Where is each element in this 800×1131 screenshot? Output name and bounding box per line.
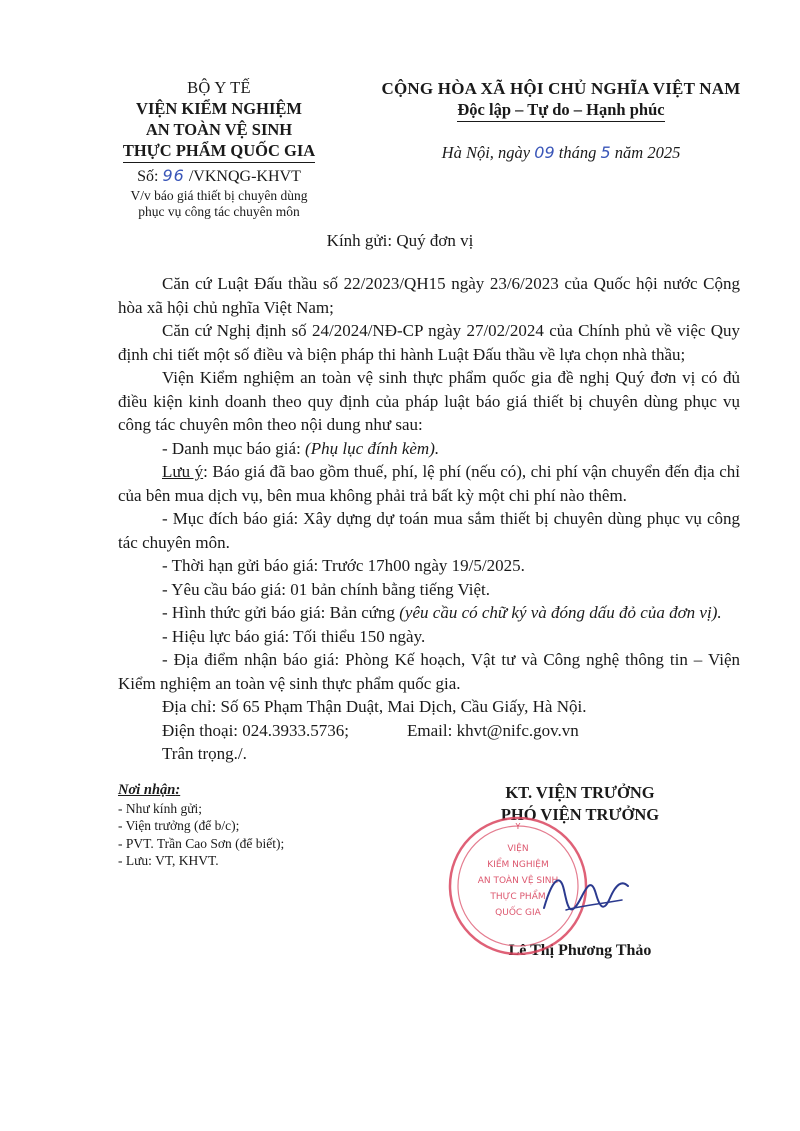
paragraph-requirement: - Yêu cầu báo giá: 01 bản chính bằng tiếng Việt.	[162, 579, 491, 599]
institute-name-line-2: AN TOÀN VỆ SINH	[145, 120, 293, 139]
national-header	[360, 78, 762, 164]
paragraph-legal-basis-1: Căn cứ Luật Đấu thầu số 22/2023/QH15 ngày 23/6/2023 của Quốc hội nước Cộng hòa xã hội chủ nghĩa Việt Nam;	[118, 274, 740, 317]
submission-form-label: - Hình thức gửi báo giá: Bản cứng	[162, 603, 396, 622]
date-month: 5	[600, 143, 611, 162]
greeting: Kính gửi: Quý đơn vị	[326, 231, 474, 250]
date-year: năm 2025	[614, 143, 681, 162]
recipient-item: - Viện trưởng (để b/c);	[118, 818, 240, 833]
handwritten-signature-icon	[530, 850, 640, 940]
recipients-title-text: Nơi nhận	[118, 782, 176, 798]
paragraph-submission-form	[118, 601, 740, 625]
date-month-label: tháng	[558, 143, 597, 162]
recipients-block	[118, 782, 378, 870]
seal-line-4: THỰC PHẨM	[490, 892, 546, 902]
paragraph-contact	[118, 719, 740, 743]
paragraph-location: - Địa điểm nhận báo giá: Phòng Kế hoạch, Vật tư và Công nghệ thông tin – Viện Kiểm nghiệm an toàn vệ sinh thực phẩm quốc gia.	[118, 650, 740, 693]
paragraph-quote-list	[118, 437, 740, 461]
date-day: 09	[534, 143, 555, 162]
subject-line-1: V/v báo giá thiết bị chuyên dùng	[130, 188, 308, 203]
document-number-handwritten: 96	[162, 166, 185, 185]
institute-name-line-1: VIỆN KIỂM NGHIỆM	[136, 99, 302, 118]
signer-title-1: KT. VIỆN TRƯỞNG	[505, 783, 655, 802]
subject-line-2: phục vụ công tác chuyên môn	[138, 204, 300, 219]
national-motto: Độc lập – Tự do – Hạnh phúc	[457, 99, 664, 122]
contact-email: Email: khvt@nifc.gov.vn	[407, 720, 579, 740]
signer-title-2: PHÓ VIỆN TRƯỞNG	[500, 805, 660, 824]
institute-name-line-3: THỰC PHẨM QUỐC GIA	[123, 140, 315, 163]
date-place: Hà Nội, ngày	[441, 143, 531, 162]
note-text: : Báo giá đã bao gồm thuế, phí, lệ phí (nếu có), chi phí vận chuyển đến địa chỉ của bên mua dịch vụ, bên mua không phải trả bất kỳ một chi phí nào thêm.	[118, 462, 740, 505]
ministry-name: BỘ Y TẾ	[187, 78, 251, 97]
recipient-item: - Như kính gửi;	[118, 800, 203, 816]
document-number-suffix: /VKNQG-KHVT	[188, 168, 301, 185]
quote-list-label: - Danh mục báo giá:	[162, 438, 301, 458]
seal-line-2: KIỂM NGHIỆM	[487, 860, 549, 870]
seal-line-3: AN TOÀN VỆ SINH	[477, 876, 559, 886]
recipients-title-colon: :	[175, 782, 181, 798]
issuer-header	[88, 78, 350, 220]
paragraph-address: Địa chỉ: Số 65 Phạm Thận Duật, Mai Dịch, Cầu Giấy, Hà Nội.	[162, 697, 587, 716]
submission-form-note: (yêu cầu có chữ ký và đóng dấu đỏ của đơn vị).	[399, 603, 722, 622]
issue-date	[360, 142, 762, 164]
contact-phone: Điện thoại: 024.3933.5736;	[162, 720, 349, 740]
paragraph-purpose: - Mục đích báo giá: Xây dựng dự toán mua sắm thiết bị chuyên dùng phục vụ công tác chuyên môn.	[118, 509, 740, 552]
signer-name: Lê Thị Phương Thảo	[508, 942, 652, 959]
paragraph-legal-basis-2: Căn cứ Nghị định số 24/2024/NĐ-CP ngày 27/02/2024 của Chính phủ về việc Quy định chi tiết một số điều và biện pháp thi hành Luật Đấu thầu về lựa chọn nhà thầu;	[118, 321, 740, 364]
paragraph-deadline: - Thời hạn gửi báo giá: Trước 17h00 ngày 19/5/2025.	[162, 556, 525, 575]
seal-line-5: QUỐC GIA	[495, 908, 541, 918]
recipient-item: - Lưu: VT, KHVT.	[118, 853, 219, 868]
recipient-item: - PVT. Trần Cao Sơn (để biết);	[118, 835, 285, 851]
seal-line-1: VIỆN	[507, 844, 529, 854]
letter-body	[118, 272, 740, 766]
nation-name: CỘNG HÒA XÃ HỘI CHỦ NGHĨA VIỆT NAM	[381, 79, 741, 98]
quote-list-attachment: (Phụ lục đính kèm).	[305, 438, 440, 458]
paragraph-request: Viện Kiểm nghiệm an toàn vệ sinh thực phẩm quốc gia đề nghị Quý đơn vị có đủ điều kiện kinh doanh theo quy định của pháp luật báo giá thiết bị chuyên dùng phục vụ công tác chuyên môn theo nội dung như sau:	[118, 368, 740, 434]
paragraph-closing: Trân trọng./.	[162, 744, 247, 763]
recipients-title	[118, 782, 378, 800]
document-number-label: Số:	[137, 168, 159, 185]
paragraph-validity: - Hiệu lực báo giá: Tối thiểu 150 ngày.	[162, 626, 426, 646]
document-number	[88, 165, 350, 188]
svg-text:Y: Y	[515, 822, 521, 831]
paragraph-note	[118, 460, 740, 507]
note-label: Lưu ý	[162, 462, 204, 481]
